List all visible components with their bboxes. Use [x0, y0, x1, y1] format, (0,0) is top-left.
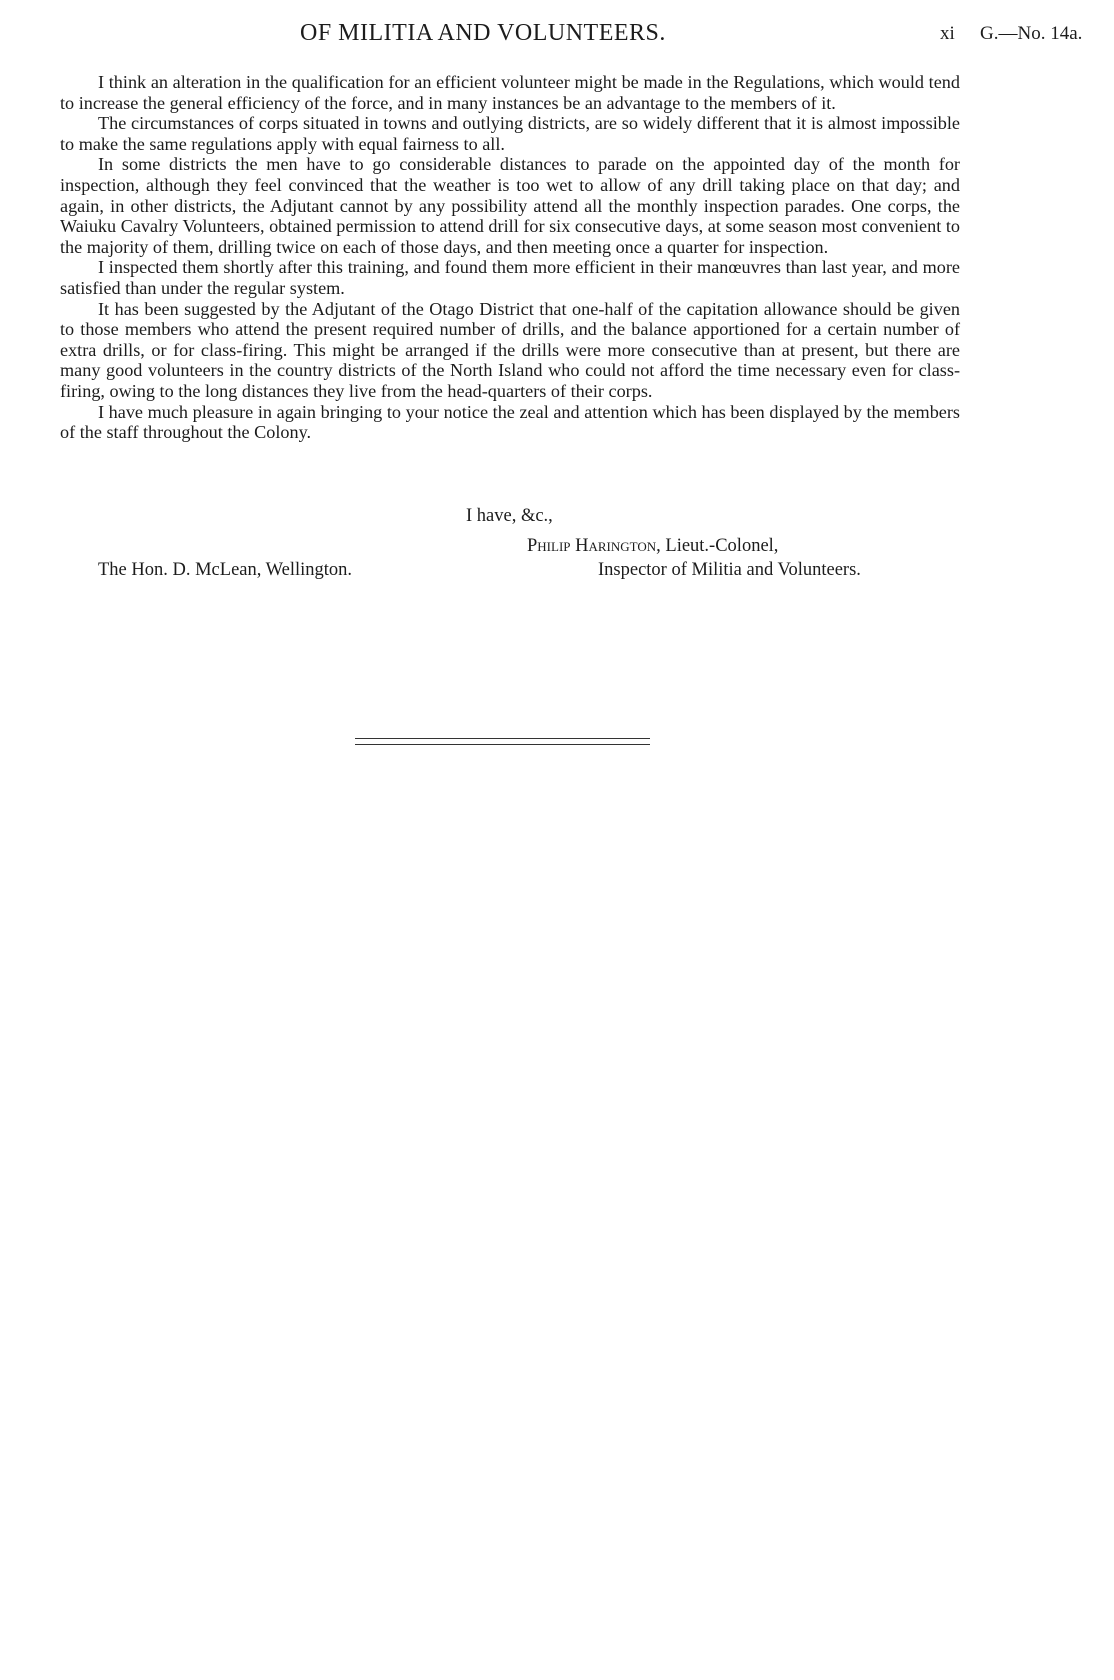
signatory-rank: , Lieut.-Colonel, — [656, 536, 779, 556]
paragraph: It has been suggested by the Adjutant of the Otago District that one-half of the capitation allowance should be given to those members who attend the present required number of drills, and the balance apportioned for a certain number of extra drills, or for class-firing. This might be arranged if the drills were more consecutive than at present, but there are many good volunteers in the country districts of the North Island who could not afford the time necessary even for class-firing, owing to the long distances they live from the head-quarters of their corps. — [60, 298, 960, 401]
paragraph: The circumstances of corps situated in towns and outlying districts, are so widely different that it is almost impossible to make the same regulations apply with equal fairness to all. — [60, 113, 960, 154]
running-title: OF MILITIA AND VOLUNTEERS. — [300, 20, 666, 46]
paragraph: In some districts the men have to go considerable distances to parade on the appointed day of the month for inspection, although they feel convinced that the weather is too wet to allow of any drill taking place on that day; and again, in other districts, the Adjutant cannot by any possibility attend all the monthly inspection parades. One corps, the Waiuku Cavalry Volunteers, obtained permission to attend drill for six consecutive days, at some season most convenient to the majority of them, drilling twice on each of those days, and then meeting once a quarter for inspection. — [60, 154, 960, 257]
section-divider — [355, 738, 650, 745]
signature-line — [527, 536, 778, 557]
paragraph: I inspected them shortly after this training, and found them more efficient in their manœuvres than last year, and more satisfied than under the regular system. — [60, 257, 960, 298]
page-number: xi — [940, 23, 955, 44]
document-reference: G.—No. 14a. — [980, 23, 1083, 44]
signatory-name: Philip Harington — [527, 536, 657, 556]
letter-body — [60, 72, 960, 443]
paragraph: I think an alteration in the qualification for an efficient volunteer might be made in the Regulations, which would tend to increase the general efficiency of the force, and in many instances be an advantage to the members of it. — [60, 72, 960, 113]
letter-closing: I have, &c., — [466, 506, 553, 526]
page-header — [0, 20, 1114, 50]
paragraph: I have much pleasure in again bringing to your notice the zeal and attention which has been displayed by the members of the staff throughout the Colony. — [60, 401, 960, 443]
addressee: The Hon. D. McLean, Wellington. — [98, 560, 353, 580]
signatory-title: Inspector of Militia and Volunteers. — [598, 560, 861, 580]
